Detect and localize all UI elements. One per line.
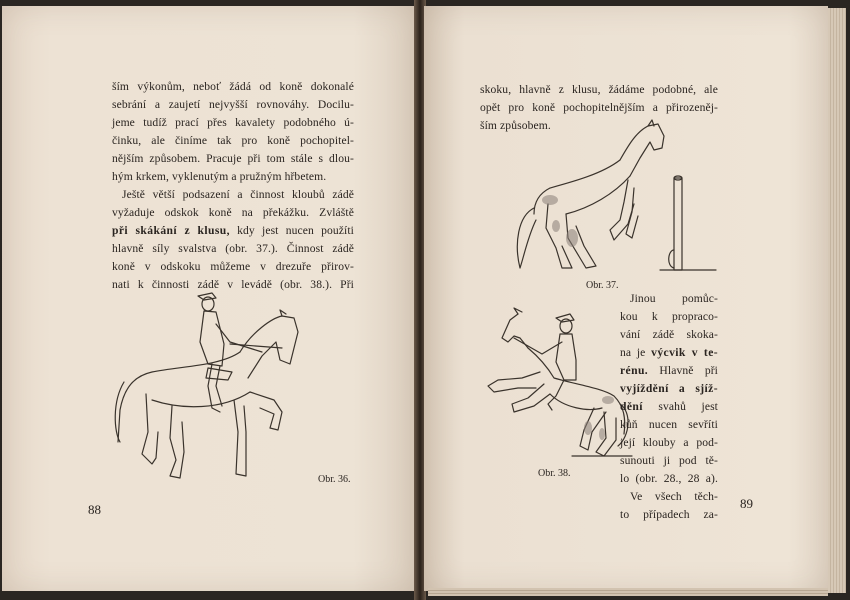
text-line: činku, ale činíme tak pro koně pochopitel- xyxy=(112,134,354,147)
text-line: sebrání a zaujetí nejvyšší rovnováhy. Docilu- xyxy=(112,98,354,111)
figure-38-levade-illustration xyxy=(484,308,634,463)
text-fragment: Hlavně při xyxy=(659,364,718,377)
text-line: sunouti ji pod tě- xyxy=(620,454,718,467)
right-page-side-column xyxy=(620,290,718,524)
figure-37-caption: Obr. 37. xyxy=(586,280,619,291)
bold-phrase: při skákání z klusu, xyxy=(112,224,230,237)
text-line: Jinou pomůc- xyxy=(630,292,718,305)
text-line: vání zádě skoka- xyxy=(620,328,718,341)
text-line: kou k propraco- xyxy=(620,310,718,323)
page-bottom-edges xyxy=(428,588,828,596)
text-line: opět pro koně pochopitelnějším a přirozeněj- xyxy=(480,101,718,114)
figure-37-horse-jumping-illustration xyxy=(510,118,720,276)
text-line-with-bold xyxy=(620,362,718,380)
text-line: kůň nucen sevříti xyxy=(620,418,718,431)
text-fragment: kdy jest nucen použíti xyxy=(237,224,354,237)
figure-36-caption: Obr. 36. xyxy=(318,474,351,485)
bold-phrase: dění xyxy=(620,400,643,413)
text-line: Ve všech těch- xyxy=(630,490,718,503)
text-line: koně v odskoku můžeme v drezuře přirov- xyxy=(112,260,354,273)
text-line: hým krkem, vyklenutým a pružným hřbetem. xyxy=(112,170,327,183)
text-line: jeme tudíž prací přes kavalety podobného ú- xyxy=(112,116,354,129)
page-number-right: 89 xyxy=(740,496,753,511)
page-number-left: 88 xyxy=(88,502,101,517)
text-line: vyžaduje odskok koně na překážku. Zvláště xyxy=(112,206,354,219)
text-line: ším výkonům, neboť žádá od koně dokonalé xyxy=(112,80,354,93)
text-line-with-bold xyxy=(112,222,354,240)
text-line: skoku, hlavně z klusu, žádáme podobné, ale xyxy=(480,83,718,96)
text-line: nati k činnosti zádě v levádě (obr. 38.). Při xyxy=(112,278,354,291)
figure-36-rider-illustration xyxy=(112,282,312,492)
text-line: hlavně síly svalstva (obr. 37.). Činnost zádě xyxy=(112,242,354,255)
text-line: nějším způsobem. Pracuje při tom stále s dlou- xyxy=(112,152,354,165)
text-line-with-bold xyxy=(620,344,718,362)
bold-line: vyjíždění a sjíž- xyxy=(620,382,718,395)
text-line: její klouby a pod- xyxy=(620,436,718,449)
text-line: lo (obr. 28., 28 a). xyxy=(620,472,718,485)
bold-phrase: rénu. xyxy=(620,364,649,377)
left-page-body xyxy=(112,78,354,294)
text-fragment: na je xyxy=(620,346,646,359)
text-line: ším způsobem. xyxy=(480,119,551,132)
page-edges xyxy=(828,8,846,593)
text-line-with-bold xyxy=(620,398,718,416)
text-line: Ještě větší podsazení a činnost kloubů zádě xyxy=(122,188,354,201)
text-fragment: svahů jest xyxy=(658,400,719,413)
figure-38-caption: Obr. 38. xyxy=(538,468,571,479)
bold-phrase: výcvik v te- xyxy=(651,346,718,359)
text-line: to případech za- xyxy=(620,508,718,521)
